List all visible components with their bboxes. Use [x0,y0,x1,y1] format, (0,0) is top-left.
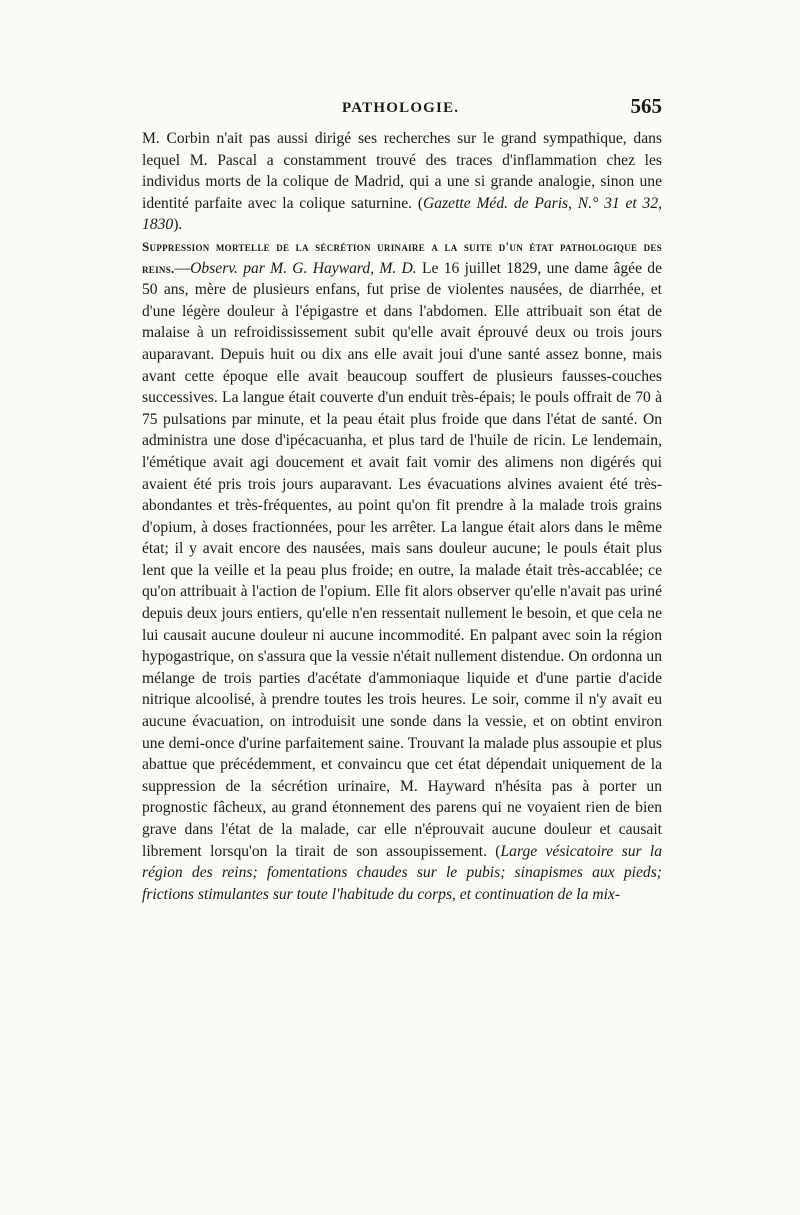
page-number: 565 [630,94,662,118]
section-title: Suppression mortelle de la sécrétion urinaire a la suite d'un état pathologique des reins. [142,238,662,276]
citation: Gazette Méd. de Paris, N.° 31 et 32, 1830 [142,194,663,234]
running-head: PATHOLOGIE. [342,100,460,116]
paragraph-intro-text: M. Corbin n'ait pas aussi dirigé ses recherches sur le grand sympathique, dans lequel M. Pascal a constamment trouvé des traces d'inflammation chez les individus morts de la colique de Madrid, qui a une si grande analogie, sinon une identité parfaite avec la colique saturnine. ( [142,130,662,212]
section-dash: — [174,259,191,277]
observation-text: Le 16 juillet 1829, une dame âgée de 50 ans, mère de plusieurs enfans, fut prise de violentes nausées, de diarrhée, et d'une légère douleur à l'épigastre et dans l'abdomen. Elle attribuait son état de malaise à un refroidississement subit qu'elle avait éprouvé deux ou trois jours auparavant. Depuis huit ou dix ans elle avait joui d'une santé assez bonne, mais avant cette époque elle avait beaucoup souffert de plusieurs fausses-couches successives. La langue était couverte d'un enduit très-épais; le pouls offrait de 70 à 75 pulsations par minute, et la peau était plus froide que dans l'état de santé. On administra une dose d'ipécacuanha, et plus tard de l'huile de ricin. Le lendemain, l'émétique avait agi doucement et avait fait vomir des alimens non digérés qui avaient été pris trois jours auparavant. Les évacuations alvines avaient été très-abondantes et très-fréquentes, au point qu'on fit prendre à la malade trois grains d'opium, à doses fractionnées, pour les arrêter. La langue était alors dans le même état; il y avait encore des nausées, mais sans douleur aucune; le pouls était plus lent que la veille et la peau plus froide; en outre, la malade était très-accablée; ce qu'on attribuait à l'action de l'opium. Elle fit alors observer qu'elle n'avait pas uriné depuis deux jours entiers, qu'elle n'en ressentait nullement le besoin, et que cela ne lui causait aucune douleur ni aucune incommodité. En palpant avec soin la région hypogastrique, on s'assura que la vessie n'était nullement distendue. On ordonna un mélange de trois parties d'acétate d'ammoniaque liquide et d'une partie d'acide nitrique alcoolisé, à prendre toutes les trois heures. Le soir, comme il n'y avait eu aucune évacuation, on introduisit une sonde dans la vessie, et on obtint environ une demi-once d'urine parfaitement saine. Trouvant la malade plus assoupie et plus abattue que précédemment, et convaincu que cet état dépendait uniquement de la suppression de la sécrétion urinaire, M. Hayward n'hésita pas à porter un prognostic fâcheux, au grand étonnement des parens qui ne voyaient rien de bien grave dans l'état de la malade, car elle n'éprouvait aucune douleur et causait librement lorsqu'on la tirait de son assoupissement. ( [142,259,662,860]
treatment-text: Large vésicatoire sur la région des reins; fomentations chaudes sur le pubis; sinapismes aux pieds; frictions stimulantes sur toute l'habitude du corps, et continuation de la mix- [142,842,662,903]
observation-author: Observ. par M. G. Hayward, M. D. [190,259,417,277]
paragraph-intro [142,128,662,236]
body-text [142,128,662,905]
page-header [142,94,662,128]
paragraph-observation [142,236,662,905]
citation-end: ). [173,216,183,234]
book-page [142,94,662,905]
